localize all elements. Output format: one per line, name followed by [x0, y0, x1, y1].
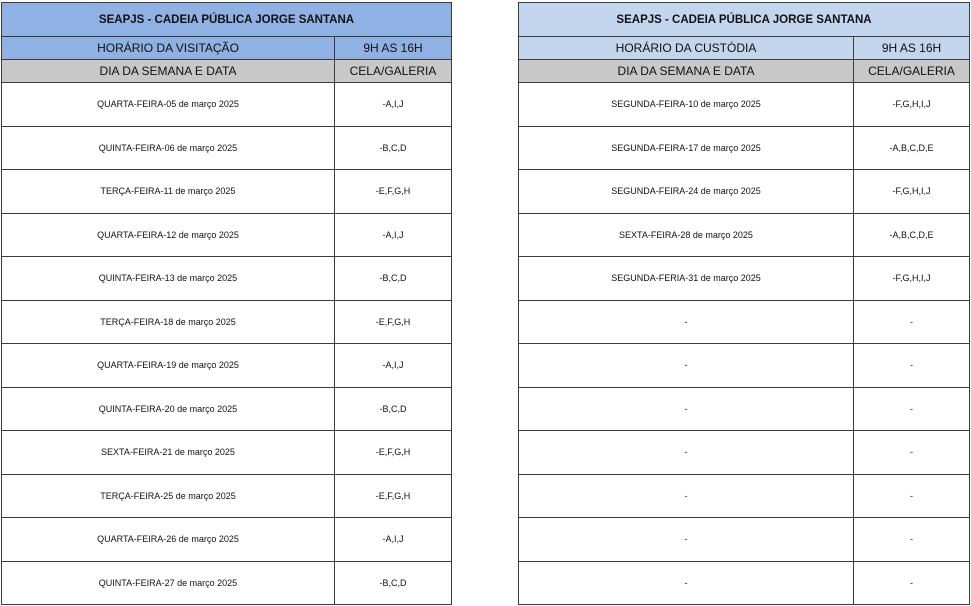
column-header-row	[2, 60, 452, 83]
date-cell: TERÇA-FEIRA-18 de março 2025	[2, 300, 335, 344]
cell-gallery-cell: -F,G,H,I,J	[854, 170, 970, 214]
date-cell: SEGUNDA-FEIRA-24 de março 2025	[519, 170, 854, 214]
date-cell: QUINTA-FEIRA-13 de março 2025	[2, 257, 335, 301]
cell-gallery-cell: -B,C,D	[335, 257, 452, 301]
table-row	[519, 344, 970, 388]
table-row	[519, 83, 970, 127]
schedule-label: HORÁRIO DA VISITAÇÃO	[2, 37, 335, 60]
date-cell: QUARTA-FEIRA-19 de março 2025	[2, 344, 335, 388]
title-row	[2, 3, 452, 37]
cell-gallery-cell: -A,I,J	[335, 344, 452, 388]
table-row	[519, 561, 970, 605]
table-row	[2, 83, 452, 127]
table-row	[519, 431, 970, 475]
date-cell: SEGUNDA-FERIA-31 de março 2025	[519, 257, 854, 301]
date-cell: -	[519, 518, 854, 562]
table-row	[2, 300, 452, 344]
visitation-table	[1, 2, 452, 605]
date-cell: SEGUNDA-FEIRA-10 de março 2025	[519, 83, 854, 127]
table-row	[519, 170, 970, 214]
column-header-day: DIA DA SEMANA E DATA	[2, 60, 335, 83]
table-row	[519, 518, 970, 562]
date-cell: -	[519, 431, 854, 475]
schedule-time: 9H AS 16H	[335, 37, 452, 60]
cell-gallery-cell: -E,F,G,H	[335, 474, 452, 518]
cell-gallery-cell: -A,I,J	[335, 83, 452, 127]
column-header-day: DIA DA SEMANA E DATA	[519, 60, 854, 83]
cell-gallery-cell: -	[854, 387, 970, 431]
cell-gallery-cell: -	[854, 561, 970, 605]
cell-gallery-cell: -F,G,H,I,J	[854, 257, 970, 301]
cell-gallery-cell: -E,F,G,H	[335, 431, 452, 475]
cell-gallery-cell: -E,F,G,H	[335, 170, 452, 214]
table-row	[519, 300, 970, 344]
cell-gallery-cell: -A,I,J	[335, 518, 452, 562]
schedule-row	[519, 37, 970, 60]
cell-gallery-cell: -E,F,G,H	[335, 300, 452, 344]
date-cell: QUARTA-FEIRA-05 de março 2025	[2, 83, 335, 127]
cell-gallery-cell: -B,C,D	[335, 387, 452, 431]
table-title: SEAPJS - CADEIA PÚBLICA JORGE SANTANA	[2, 3, 452, 37]
custody-table	[518, 2, 970, 605]
schedule-time: 9H AS 16H	[854, 37, 970, 60]
date-cell: -	[519, 474, 854, 518]
table-row	[519, 213, 970, 257]
date-cell: TERÇA-FEIRA-25 de março 2025	[2, 474, 335, 518]
cell-gallery-cell: -B,C,D	[335, 126, 452, 170]
cell-gallery-cell: -A,I,J	[335, 213, 452, 257]
column-header-row	[519, 60, 970, 83]
table-row	[2, 387, 452, 431]
table-row	[2, 170, 452, 214]
date-cell: SEXTA-FEIRA-21 de março 2025	[2, 431, 335, 475]
table-row	[519, 257, 970, 301]
table-row	[2, 431, 452, 475]
date-cell: SEXTA-FEIRA-28 de março 2025	[519, 213, 854, 257]
date-cell: QUARTA-FEIRA-12 de março 2025	[2, 213, 335, 257]
schedule-row	[2, 37, 452, 60]
column-header-cell: CELA/GALERIA	[854, 60, 970, 83]
table-row	[2, 561, 452, 605]
cell-gallery-cell: -	[854, 300, 970, 344]
cell-gallery-cell: -A,B,C,D,E	[854, 126, 970, 170]
schedule-label: HORÁRIO DA CUSTÓDIA	[519, 37, 854, 60]
title-row	[519, 3, 970, 37]
column-header-cell: CELA/GALERIA	[335, 60, 452, 83]
date-cell: QUINTA-FEIRA-20 de março 2025	[2, 387, 335, 431]
table-row	[2, 518, 452, 562]
table-row	[2, 126, 452, 170]
cell-gallery-cell: -F,G,H,I,J	[854, 83, 970, 127]
cell-gallery-cell: -A,B,C,D,E	[854, 213, 970, 257]
cell-gallery-cell: -	[854, 518, 970, 562]
cell-gallery-cell: -B,C,D	[335, 561, 452, 605]
date-cell: TERÇA-FEIRA-11 de março 2025	[2, 170, 335, 214]
date-cell: QUINTA-FEIRA-06 de março 2025	[2, 126, 335, 170]
date-cell: SEGUNDA-FEIRA-17 de março 2025	[519, 126, 854, 170]
cell-gallery-cell: -	[854, 431, 970, 475]
table-row	[519, 387, 970, 431]
date-cell: -	[519, 387, 854, 431]
cell-gallery-cell: -	[854, 344, 970, 388]
table-title: SEAPJS - CADEIA PÚBLICA JORGE SANTANA	[519, 3, 970, 37]
date-cell: QUARTA-FEIRA-26 de março 2025	[2, 518, 335, 562]
table-row	[519, 474, 970, 518]
date-cell: QUINTA-FEIRA-27 de março 2025	[2, 561, 335, 605]
date-cell: -	[519, 561, 854, 605]
table-row	[2, 344, 452, 388]
table-row	[519, 126, 970, 170]
cell-gallery-cell: -	[854, 474, 970, 518]
table-row	[2, 474, 452, 518]
table-row	[2, 213, 452, 257]
date-cell: -	[519, 300, 854, 344]
table-row	[2, 257, 452, 301]
date-cell: -	[519, 344, 854, 388]
